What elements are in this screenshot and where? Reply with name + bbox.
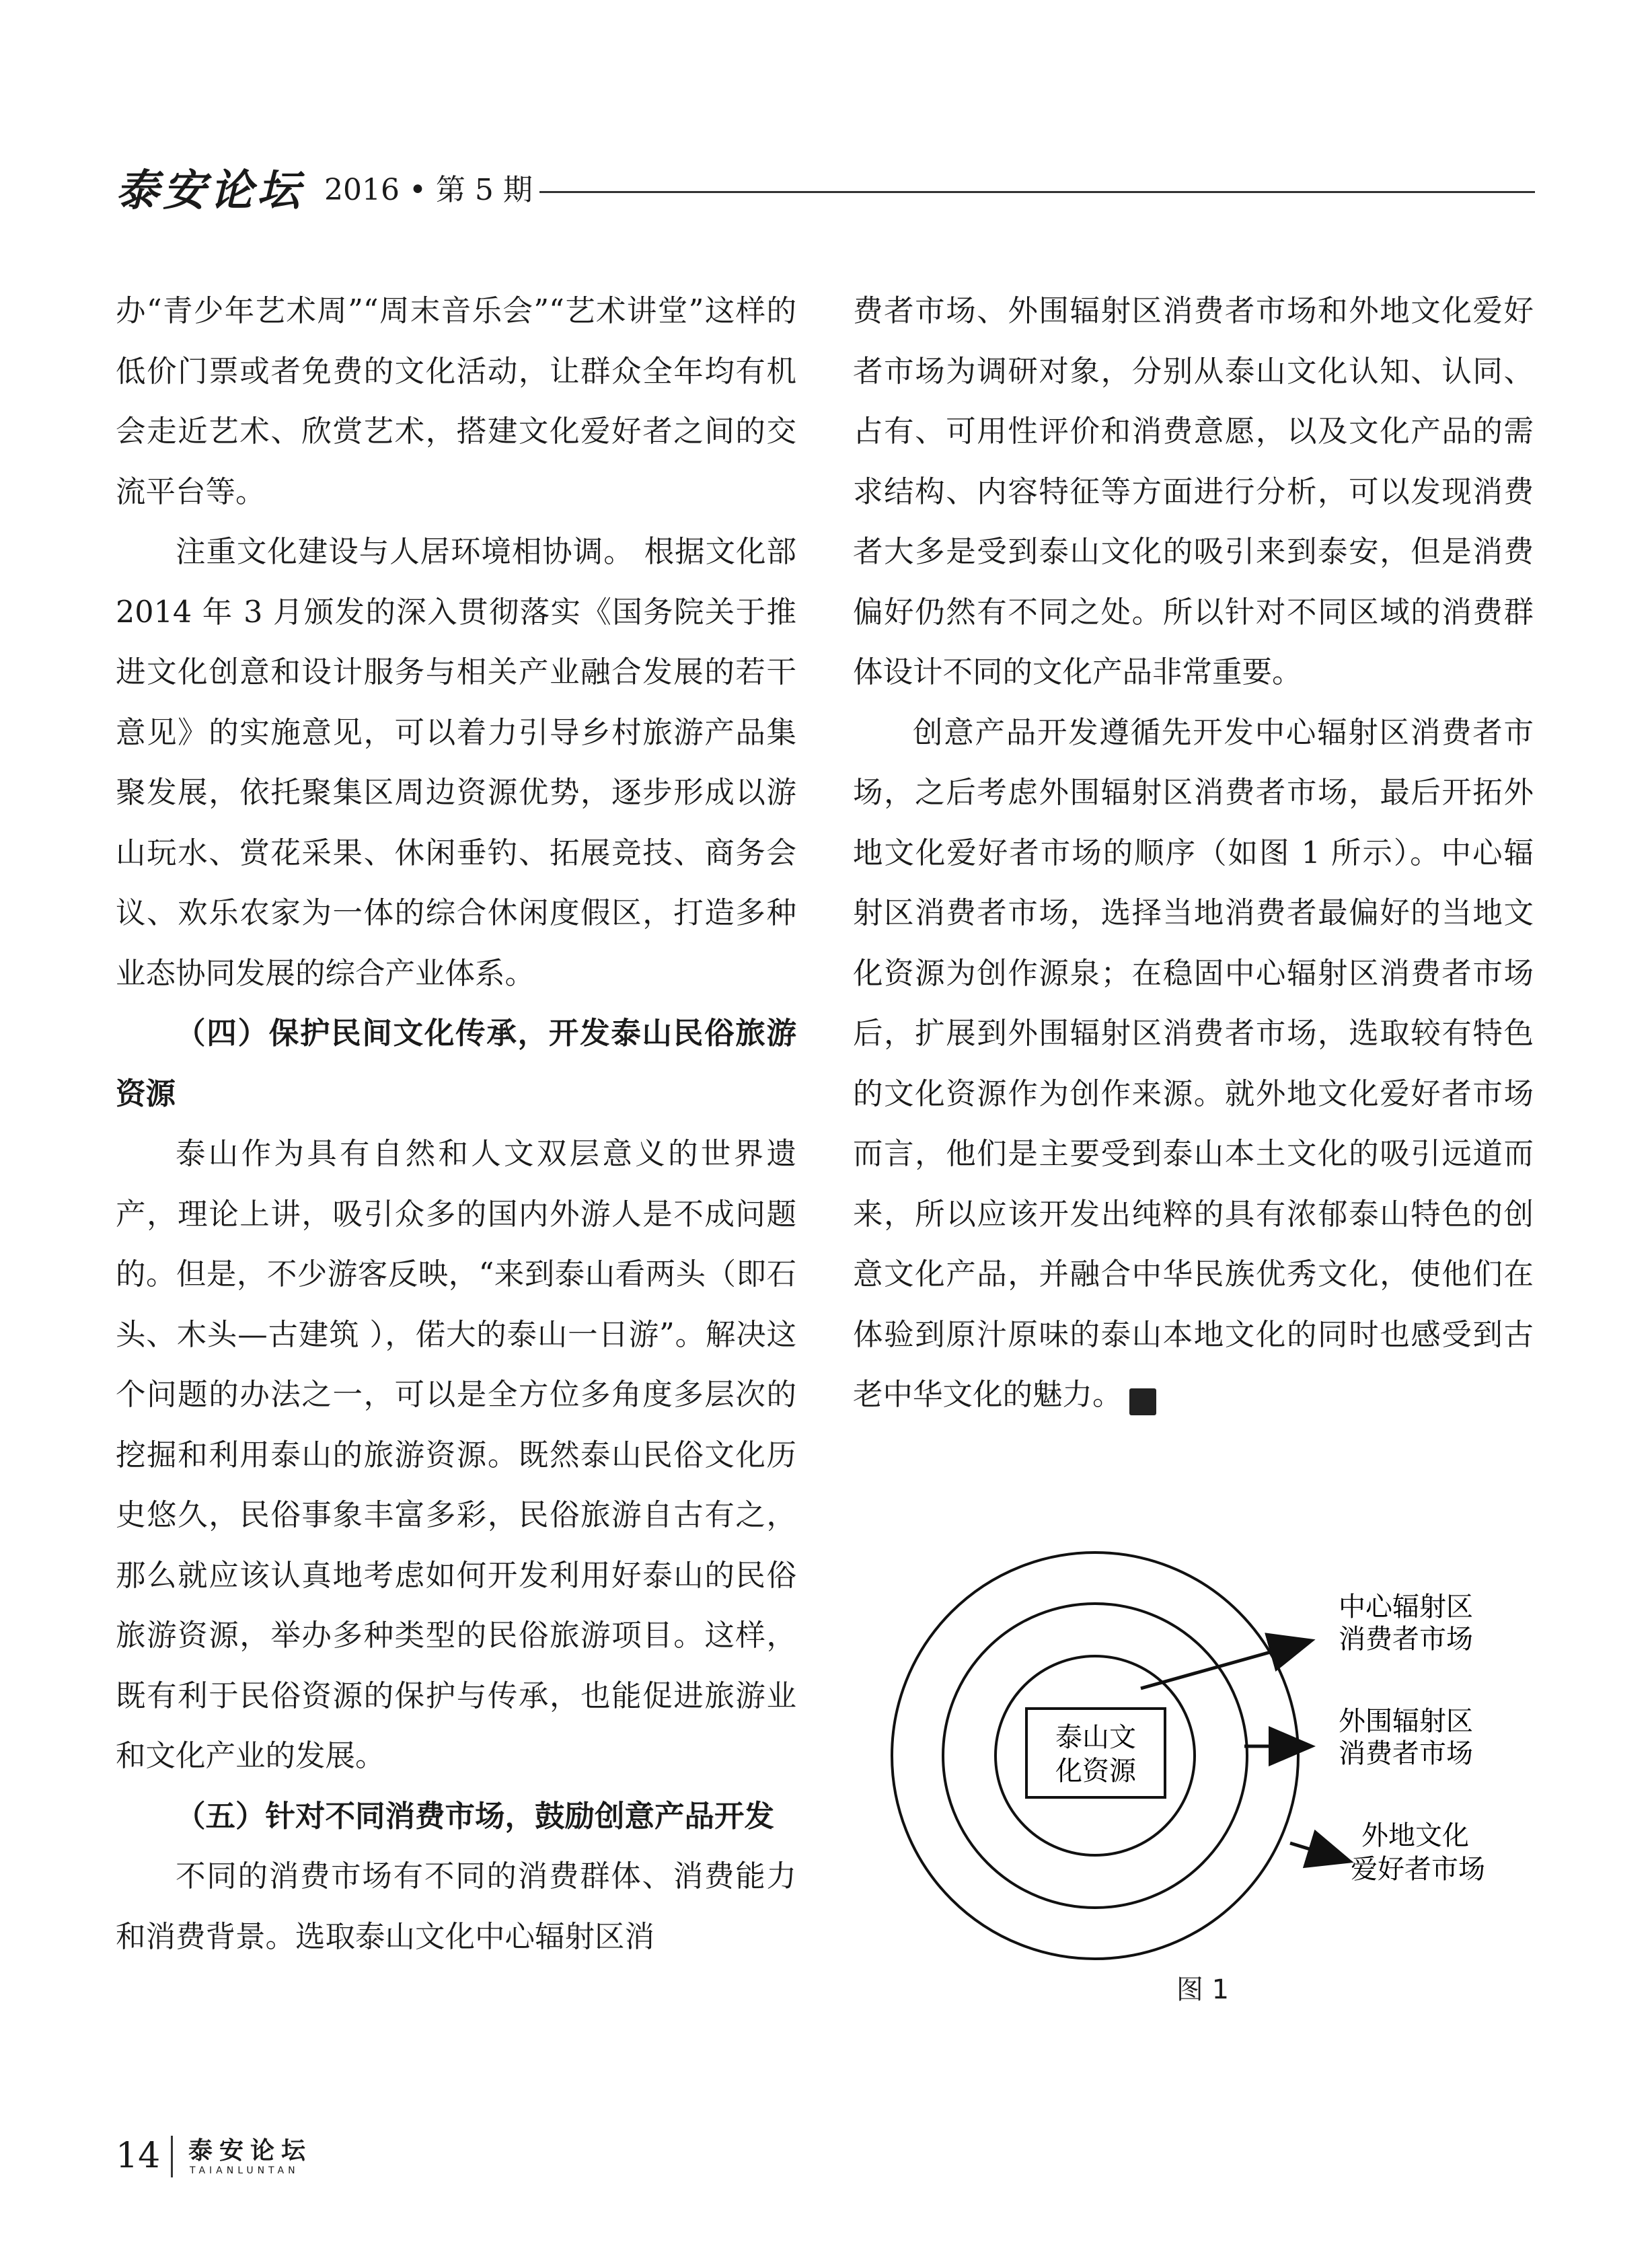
- page-header: [116, 156, 1535, 216]
- footer-pinyin: TAIANLUNTAN: [190, 2165, 299, 2176]
- right-column: [853, 281, 1534, 1425]
- label-periphery-market-line1: 外围辐射区: [1339, 1706, 1473, 1737]
- header-rule: [539, 191, 1535, 193]
- issue-label: 2016 • 第 5 期: [324, 173, 533, 207]
- label-outside-market-line1: 外地文化: [1361, 1820, 1469, 1851]
- paragraph-text: 创意产品开发遵循先开发中心辐射区消费者市场，之后考虑外围辐射区消费者市场，最后开拓外地文化爱好者市场的顺序（如图 1 所示）。中心辐射区消费者市场，选择当地消费者最偏好的当地文化资源为创作源泉；在稳固中心辐射区消费者市场后，扩展到外围辐射区消费者市场，选取较有特色的文化资源作为创作来源。就外地文化爱好者市场而言，他们是主要受到泰山本土文化的吸引远道而来，所以应该开发出纯粹的具有浓郁泰山特色的创意文化产品，并融合中华民族优秀文化，使他们在体验到原汁原味的泰山本地文化的同时也感受到古老中华文化的魅力。: [853, 715, 1534, 1412]
- center-label-line1: 泰山文: [1055, 1722, 1136, 1753]
- footer-divider: [171, 2136, 173, 2177]
- left-column: [116, 281, 796, 1967]
- page-number: 14: [116, 2136, 161, 2176]
- label-outside-market-line2: 爱好者市场: [1351, 1854, 1485, 1885]
- figure-caption: 图 1: [1176, 1974, 1230, 2005]
- label-center-market-line2: 消费者市场: [1339, 1624, 1473, 1655]
- concentric-diagram: [853, 1547, 1534, 1964]
- paragraph: 不同的消费市场有不同的消费群体、消费能力和消费背景。选取泰山文化中心辐射区消: [116, 1859, 796, 1954]
- label-periphery-market-line2: 消费者市场: [1339, 1738, 1473, 1769]
- end-mark-icon: 泰: [1129, 1388, 1156, 1415]
- center-label-line2: 化资源: [1055, 1756, 1136, 1787]
- paragraph: [853, 703, 1534, 1425]
- page-footer: [116, 2129, 519, 2190]
- footer-journal-title: 泰安论坛: [188, 2137, 313, 2165]
- section-heading: （四）保护民间文化传承，开发泰山民俗旅游资源: [116, 1016, 796, 1111]
- figure-1: [853, 1547, 1534, 2099]
- paragraph: 注重文化建设与人居环境相协调。 根据文化部 2014 年 3 月颁发的深入贯彻落实《国务院关于推进文化创意和设计服务与相关产业融合发展的若干意见》的实施意见，可以着力引导乡村旅游产品集聚发展，依托聚集区周边资源优势，逐步形成以游山玩水、赏花采果、休闲垂钓、拓展竞技、商务会议、欢乐农家为一体的综合休闲度假区，打造多种业态协同发展的综合产业体系。: [116, 535, 796, 991]
- journal-logo: 泰安论坛: [116, 165, 304, 216]
- label-center-market-line1: 中心辐射区: [1339, 1592, 1473, 1622]
- paragraph: 泰山作为具有自然和人文双层意义的世界遗产，理论上讲，吸引众多的国内外游人是不成问题的。但是，不少游客反映，“来到泰山看两头（即石头、木头—古建筑 ），偌大的泰山一日游”。解决这个问题的办法之一，可以是全方位多角度多层次的挖掘和利用泰山的旅游资源。既然泰山民俗文化历史悠久，民俗事象丰富多彩，民俗旅游自古有之，那么就应该认真地考虑如何开发利用好泰山的民俗旅游资源，举办多种类型的民俗旅游项目。这样，既有利于民俗资源的保护与传承，也能促进旅游业和文化产业的发展。: [116, 1137, 796, 1773]
- paragraph: 办“青少年艺术周”“周末音乐会”“艺术讲堂”这样的低价门票或者免费的文化活动，让群众全年均有机会走近艺术、欣赏艺术，搭建文化爱好者之间的交流平台等。: [116, 294, 796, 509]
- arrow-outside: [1290, 1843, 1347, 1861]
- section-heading: （五）针对不同消费市场，鼓励创意产品开发: [176, 1798, 775, 1834]
- paragraph: 费者市场、外围辐射区消费者市场和外地文化爱好者市场为调研对象，分别从泰山文化认知、认同、占有、可用性评价和消费意愿，以及文化产品的需求结构、内容特征等方面进行分析，可以发现消费者大多是受到泰山文化的吸引来到泰安，但是消费偏好仍然有不同之处。所以针对不同区域的消费群体设计不同的文化产品非常重要。: [853, 294, 1534, 689]
